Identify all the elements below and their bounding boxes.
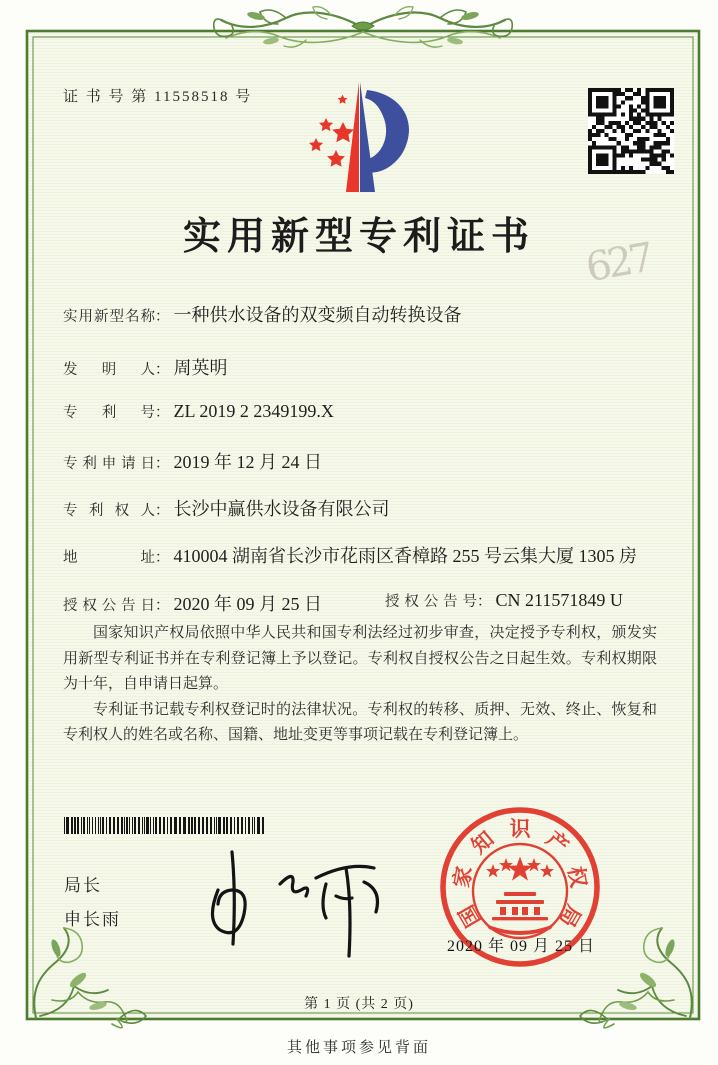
field-value: ZL 2019 2 2349199.X	[173, 401, 334, 421]
field-colon: ：	[155, 598, 170, 614]
field-colon: ：	[155, 550, 170, 566]
field-colon: ：	[155, 362, 170, 378]
field-row-name	[63, 301, 669, 327]
field-row-inventor	[63, 354, 669, 380]
field-label: 专利申请日	[63, 456, 155, 472]
field-colon: ：	[155, 503, 170, 519]
seal-date: 2020 年 09 月 25 日	[446, 938, 595, 955]
handwritten-note: 627	[582, 234, 654, 292]
cnipa-logo-icon	[283, 76, 438, 200]
qr-code	[588, 88, 674, 174]
svg-text:知: 知	[466, 826, 499, 859]
field-label: 地址	[63, 550, 155, 566]
field-row-grant	[63, 590, 669, 616]
field-label: 实用新型名称	[63, 309, 155, 325]
director-title: 局长	[64, 876, 102, 895]
field-row-patent-no	[63, 401, 669, 422]
legal-paragraph: 专利证书记载专利权登记时的法律状况。专利权的转移、质押、无效、终止、恢复和专利权人的姓名或名称、国籍、地址变更等事项记载在专利登记簿上。	[63, 701, 657, 743]
legal-paragraph: 国家知识产权局依照中华人民共和国专利法经过初步审查，决定授予专利权，颁发实用新型专利证书并在专利登记簿上予以登记。专利权自授权公告之日起生效。专利权期限为十年，自申请日起算。	[63, 625, 657, 692]
official-seal	[420, 784, 620, 994]
field-label: 授权公告号	[385, 594, 477, 610]
field-value: 2019 年 12 月 24 日	[173, 452, 322, 472]
director-name: 申长雨	[64, 910, 121, 929]
svg-text:识: 识	[509, 817, 531, 841]
field-label: 授权公告日	[63, 598, 155, 614]
certificate-title: 实用新型专利证书	[182, 216, 535, 258]
field-value: 410004 湖南省长沙市花雨区香樟路 255 号云集大厦 1305 房	[173, 546, 637, 566]
field-colon: ：	[155, 309, 170, 325]
svg-text:权: 权	[563, 864, 591, 890]
field-label: 发明人	[63, 362, 155, 378]
field-colon: ：	[155, 456, 170, 472]
field-colon: ：	[155, 405, 170, 421]
field-label: 专利权人	[63, 503, 155, 519]
national-emblem-icon	[473, 844, 567, 938]
field-colon: ：	[477, 594, 492, 610]
field-label: 专利号	[63, 405, 155, 421]
field-value: 一种供水设备的双变频自动转换设备	[173, 305, 462, 325]
field-row-filing-date	[63, 448, 669, 474]
certificate-number: 证 书 号 第 11558518 号	[63, 89, 253, 105]
field-value: 长沙中赢供水设备有限公司	[173, 499, 390, 519]
director-signature	[188, 838, 408, 966]
back-note: 其他事项参见背面	[286, 1040, 431, 1056]
field-row-address	[63, 542, 669, 568]
svg-text:国: 国	[454, 900, 486, 932]
field-value: 周英明	[173, 358, 228, 378]
field-value: 2020 年 09 月 25 日	[173, 594, 322, 614]
legal-text	[63, 621, 657, 749]
svg-text:产: 产	[541, 826, 574, 859]
svg-text:家: 家	[449, 864, 477, 890]
field-value: CN 211571849 U	[495, 590, 623, 610]
field-row-patentee	[63, 495, 669, 521]
svg-text:局: 局	[554, 900, 586, 932]
page-footer: 第 1 页 (共 2 页)	[304, 997, 414, 1012]
barcode	[64, 817, 265, 834]
